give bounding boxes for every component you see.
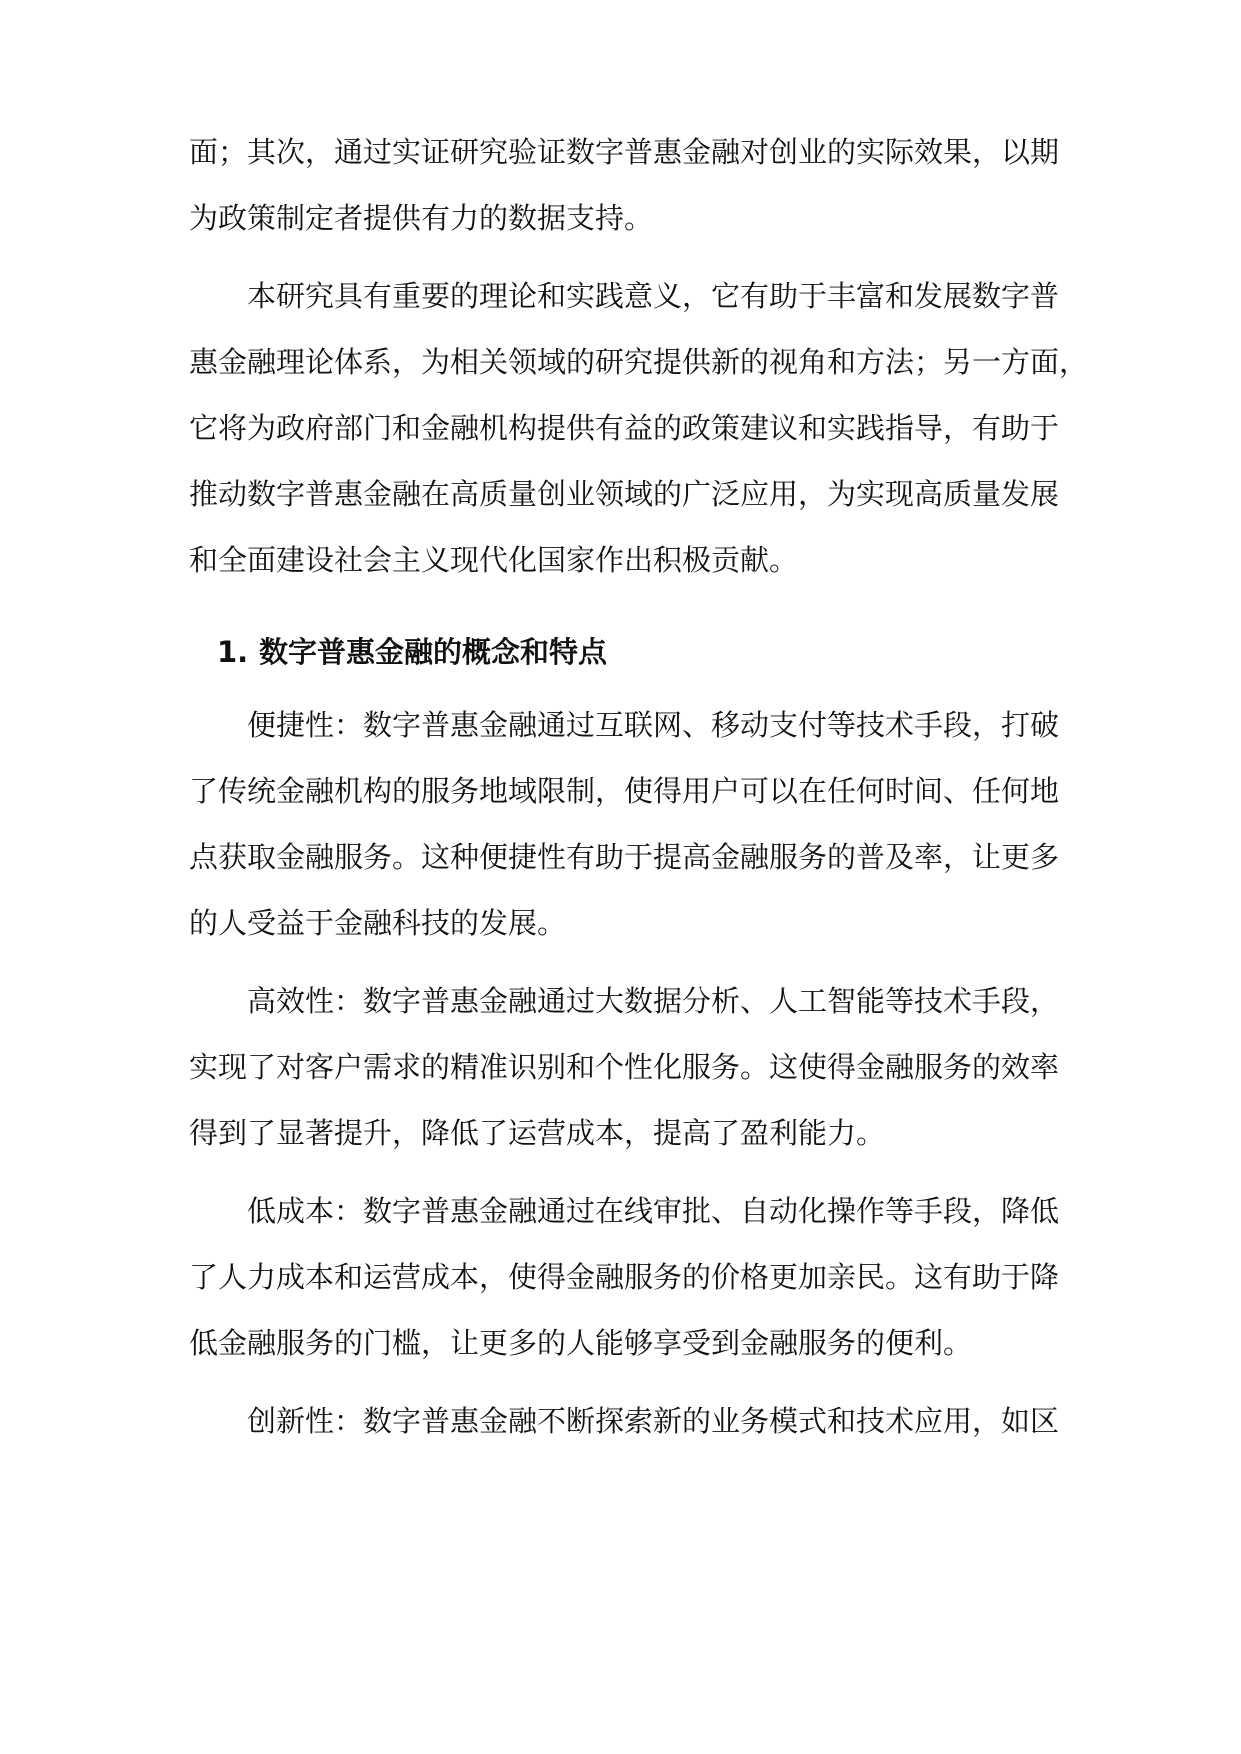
paragraph-line: 为政策制定者提供有力的数据支持。	[189, 201, 654, 235]
paragraph-line: 推动数字普惠金融在高质量创业领域的广泛应用，为实现高质量发展	[189, 477, 1060, 511]
paragraph-line: 点获取金融服务。这种便捷性有助于提高金融服务的普及率，让更多	[189, 840, 1060, 874]
paragraph-line: 低成本：数字普惠金融通过在线审批、自动化操作等手段，降低	[247, 1194, 1060, 1228]
paragraph-line: 高效性：数字普惠金融通过大数据分析、人工智能等技术手段，	[247, 984, 1060, 1018]
section-title: 数字普惠金融的概念和特点	[259, 635, 608, 669]
paragraph-line: 便捷性：数字普惠金融通过互联网、移动支付等技术手段，打破	[247, 708, 1060, 742]
paragraph-line: 本研究具有重要的理论和实践意义，它有助于丰富和发展数字普	[247, 279, 1060, 313]
paragraph-line: 面；其次，通过实证研究验证数字普惠金融对创业的实际效果，以期	[189, 135, 1060, 169]
paragraph-line: 它将为政府部门和金融机构提供有益的政策建议和实践指导，有助于	[189, 411, 1060, 445]
paragraph-line: 实现了对客户需求的精准识别和个性化服务。这使得金融服务的效率	[189, 1050, 1060, 1084]
section-heading	[217, 627, 607, 677]
paragraph-line: 了传统金融机构的服务地域限制，使得用户可以在任何时间、任何地	[189, 774, 1060, 808]
paragraph-line: 了人力成本和运营成本，使得金融服务的价格更加亲民。这有助于降	[189, 1260, 1060, 1294]
paragraph-line: 创新性：数字普惠金融不断探索新的业务模式和技术应用，如区	[247, 1404, 1060, 1438]
paragraph-line: 的人受益于金融科技的发展。	[189, 906, 567, 940]
section-number: 1.	[217, 635, 249, 669]
paragraph-line: 低金融服务的门槛，让更多的人能够享受到金融服务的便利。	[189, 1326, 973, 1360]
paragraph-line: 惠金融理论体系，为相关领域的研究提供新的视角和方法；另一方面，	[189, 345, 1089, 379]
paragraph-line: 得到了显著提升，降低了运营成本，提高了盈利能力。	[189, 1116, 886, 1150]
paragraph-line: 和全面建设社会主义现代化国家作出积极贡献。	[189, 543, 799, 577]
